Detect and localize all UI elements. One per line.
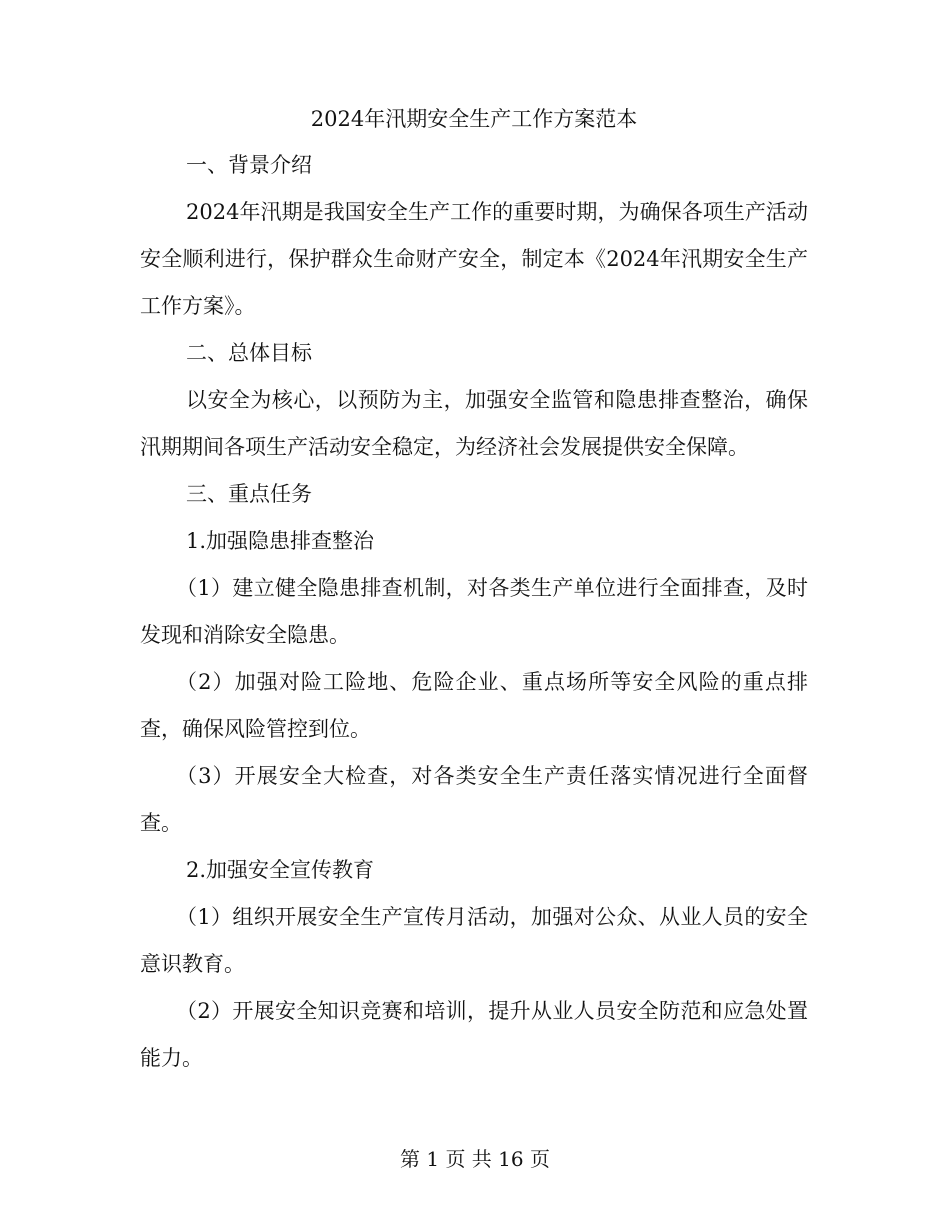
paragraph-goals: 以安全为核心，以预防为主，加强安全监管和隐患排查整治，确保汛期期间各项生产活动安全稳定，为经济社会发展提供安全保障。: [140, 388, 808, 459]
section-heading-tasks: 三、重点任务: [186, 482, 312, 506]
task-heading-hazard-inspection: 1.加强隐患排查整治: [186, 529, 375, 553]
document-title: 2024年汛期安全生产工作方案范本: [310, 107, 638, 131]
list-item: （2）开展安全知识竞赛和培训，提升从业人员安全防范和应急处置能力。: [140, 999, 808, 1070]
list-item: （2）加强对险工险地、危险企业、重点场所等安全风险的重点排查，确保风险管控到位。: [140, 670, 808, 741]
task-heading-safety-education: 2.加强安全宣传教育: [186, 858, 375, 882]
page-number-footer: 第 1 页 共 16 页: [400, 1147, 550, 1171]
section-heading-background: 一、背景介绍: [186, 153, 312, 177]
list-item: （3）开展安全大检查，对各类安全生产责任落实情况进行全面督查。: [140, 764, 808, 835]
paragraph-background: 2024年汛期是我国安全生产工作的重要时期，为确保各项生产活动安全顺利进行，保护群众生命财产安全，制定本《2024年汛期安全生产工作方案》。: [140, 200, 808, 318]
document-body: [140, 96, 808, 1082]
section-heading-goals: 二、总体目标: [186, 341, 312, 365]
list-item: （1）组织开展安全生产宣传月活动，加强对公众、从业人员的安全意识教育。: [140, 905, 808, 976]
list-item: （1）建立健全隐患排查机制，对各类生产单位进行全面排查，及时发现和消除安全隐患。: [140, 576, 808, 647]
